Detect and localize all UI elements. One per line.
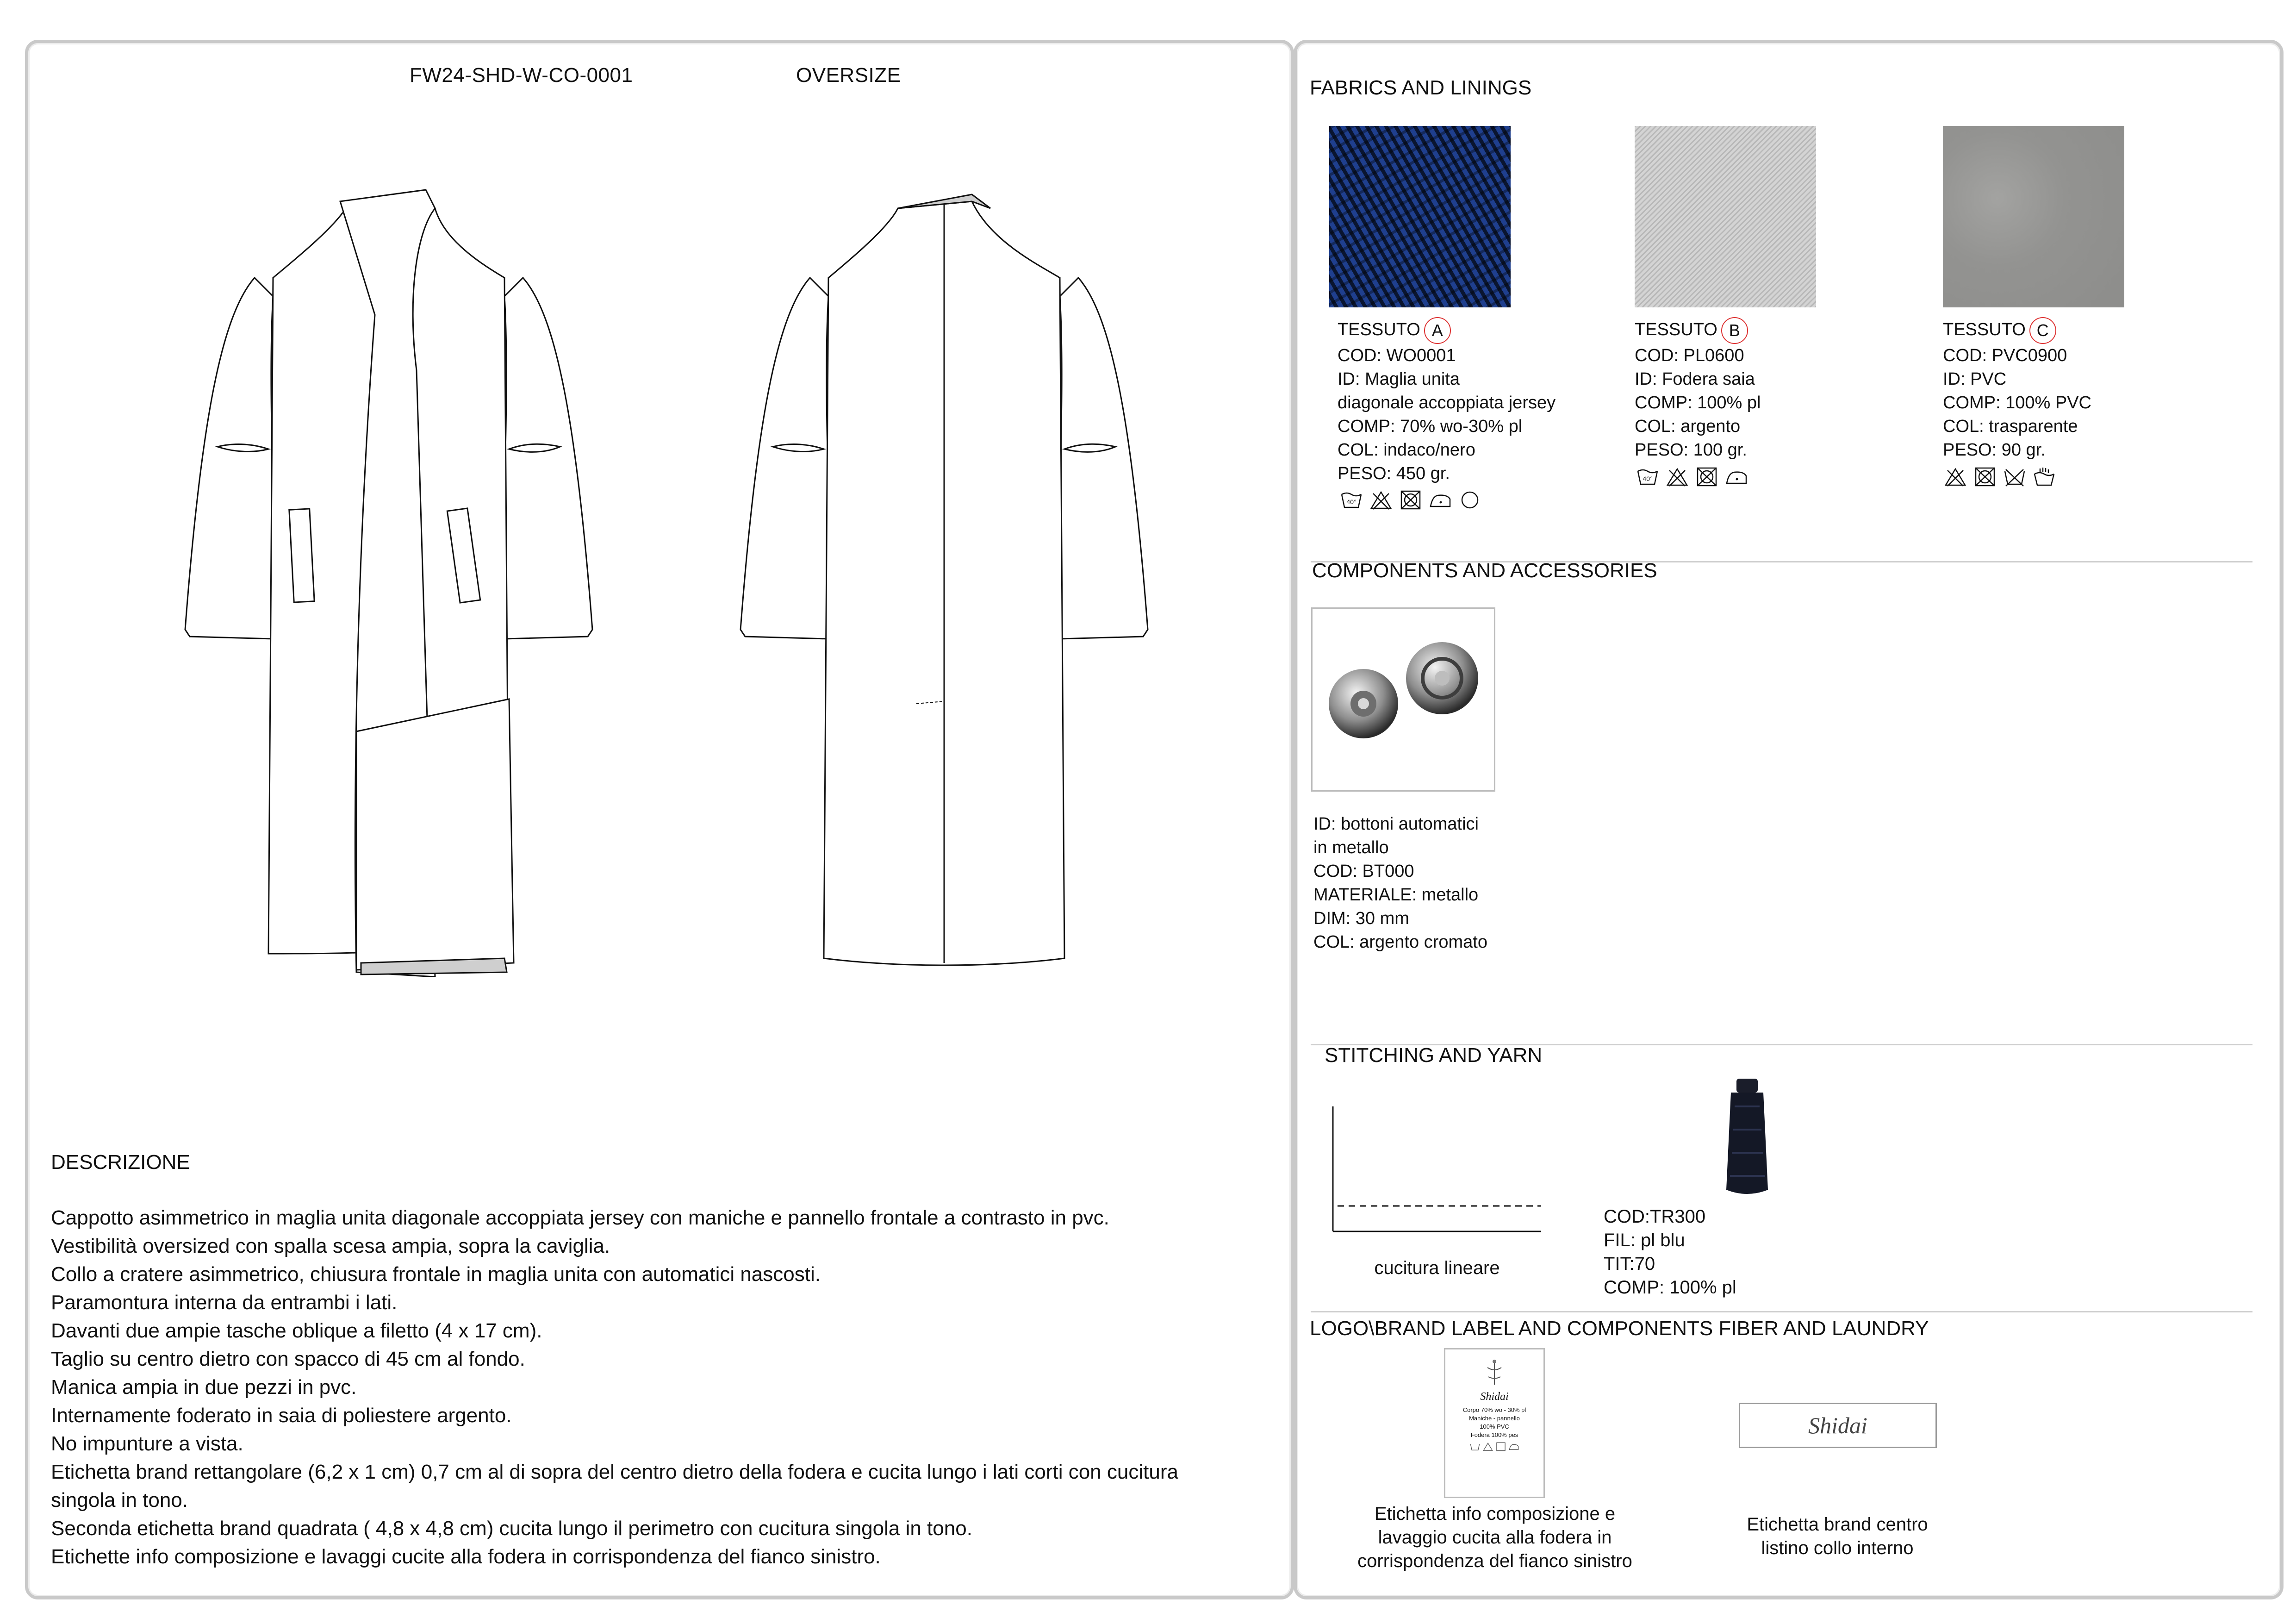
fabric-a-line: PESO: 450 gr. xyxy=(1338,464,1450,483)
description-line: Collo a cratere asimmetrico, chiusura frontale in maglia unita con automatici nascosti. xyxy=(51,1263,821,1286)
fabric-b-tessuto: TESSUTO xyxy=(1635,320,1717,340)
yarn-info xyxy=(1604,1205,1736,1299)
stitching-title: STITCHING AND YARN xyxy=(1325,1044,1543,1067)
description-body xyxy=(51,1204,1282,1571)
description-line: Manica ampia in due pezzi in pvc. xyxy=(51,1376,357,1399)
front-sketch xyxy=(157,176,620,977)
wash-40-icon xyxy=(1340,490,1363,510)
fabric-b-line: COD: PL0600 xyxy=(1635,346,1744,365)
no-tumble-dry-icon xyxy=(1495,1442,1506,1451)
fit-label: OVERSIZE xyxy=(796,64,901,87)
fabric-b-info xyxy=(1635,317,1761,462)
composition-label-line: Maniche - pannello xyxy=(1469,1415,1520,1422)
divider xyxy=(1311,1311,2252,1312)
svg-text:40°: 40° xyxy=(1643,475,1653,482)
wash-40-icon xyxy=(1636,467,1659,487)
snap-buttons-image xyxy=(1311,607,1495,792)
iron-icon xyxy=(1508,1442,1519,1451)
no-bleach-icon xyxy=(1482,1442,1493,1451)
no-tumble-dry-icon xyxy=(1973,467,1997,487)
description-line: Taglio su centro dietro con spacco di 45 cm al fondo. xyxy=(51,1348,525,1370)
fabric-c-line: COMP: 100% PVC xyxy=(1943,393,2091,412)
fabric-c-line: PESO: 90 gr. xyxy=(1943,440,2046,460)
no-wash-icon xyxy=(2003,467,2026,487)
composition-caption-line: corrispondenza del fianco sinistro xyxy=(1357,1551,1632,1571)
svg-text:40°: 40° xyxy=(1346,498,1356,506)
components-line: MATERIALE: metallo xyxy=(1313,885,1479,905)
composition-caption-line: Etichetta info composizione e xyxy=(1374,1504,1616,1524)
composition-label-brand: Shidai xyxy=(1480,1391,1509,1403)
yarn-line: FIL: pl blu xyxy=(1604,1230,1685,1250)
fabric-a-line: COD: WO0001 xyxy=(1338,346,1456,365)
fabric-b-line: ID: Fodera saia xyxy=(1635,369,1755,389)
fabric-b-swatch xyxy=(1635,126,1816,307)
yarn-spool-icon xyxy=(1712,1079,1782,1199)
yarn-line: TIT:70 xyxy=(1604,1254,1655,1274)
stitch-caption: cucitura lineare xyxy=(1374,1258,1500,1278)
fabric-c-care-icons xyxy=(1944,467,2056,487)
no-bleach-icon xyxy=(1944,467,1967,487)
description-line: singola in tono. xyxy=(51,1489,188,1512)
fabric-c-swatch xyxy=(1943,126,2124,307)
components-line: COL: argento cromato xyxy=(1313,932,1487,952)
components-line: in metallo xyxy=(1313,838,1389,857)
iron-low-icon xyxy=(1429,490,1452,510)
description-line: Vestibilità oversized con spalla scesa ampia, sopra la caviglia. xyxy=(51,1235,610,1257)
fabric-a-swatch xyxy=(1329,126,1511,307)
composition-label-line: 100% PVC xyxy=(1480,1423,1509,1430)
fabric-a-care-icons xyxy=(1340,490,1481,510)
brand-logo-icon xyxy=(1478,1356,1511,1388)
fabric-a-info xyxy=(1338,317,1556,486)
stitch-diagram xyxy=(1328,1106,1546,1236)
fabric-a-line: diagonale accoppiata jersey xyxy=(1338,393,1556,412)
components-info xyxy=(1313,812,1487,954)
iron-low-icon xyxy=(1725,467,1748,487)
fabric-c-line: COD: PVC0900 xyxy=(1943,346,2067,365)
back-sketch xyxy=(713,176,1176,977)
description-title: DESCRIZIONE xyxy=(51,1151,190,1174)
fabric-c-letter: C xyxy=(2029,317,2056,344)
fabric-c-tessuto: TESSUTO xyxy=(1943,320,2026,340)
composition-label-care-icons xyxy=(1445,1442,1543,1451)
yarn-line: COMP: 100% pl xyxy=(1604,1277,1736,1298)
description-line: Internamente foderato in saia di poliestere argento. xyxy=(51,1404,512,1427)
description-line: Paramontura interna da entrambi i lati. xyxy=(51,1291,398,1314)
brand-caption-line: Etichetta brand centro xyxy=(1747,1514,1928,1535)
description-line: Etichetta brand rettangolare (6,2 x 1 cm) 0,7 cm al di sopra del centro dietro della fodera e cucita lungo i lati corti con cucitura xyxy=(51,1461,1178,1483)
brand-caption-line: listino collo interno xyxy=(1761,1538,1914,1558)
composition-caption-line: lavaggio cucita alla fodera in xyxy=(1378,1527,1612,1548)
fabric-a-line: ID: Maglia unita xyxy=(1338,369,1460,389)
no-bleach-icon xyxy=(1369,490,1393,510)
composition-label-lines xyxy=(1445,1406,1543,1439)
fabric-c-line: ID: PVC xyxy=(1943,369,2007,389)
fabric-a-line: COMP: 70% wo-30% pl xyxy=(1338,417,1523,436)
composition-label-line: Fodera 100% pes xyxy=(1470,1431,1518,1438)
description-line: Seconda etichetta brand quadrata ( 4,8 x 4,8 cm) cucita lungo il perimetro con cucitura singola in tono. xyxy=(51,1517,972,1540)
wash-icon xyxy=(1469,1442,1481,1451)
style-code: FW24-SHD-W-CO-0001 xyxy=(410,64,633,87)
labels-title: LOGO\BRAND LABEL AND COMPONENTS FIBER AND LAUNDRY xyxy=(1310,1317,1929,1340)
fabric-b-letter: B xyxy=(1721,317,1748,344)
composition-caption xyxy=(1342,1502,1648,1573)
fabrics-title: FABRICS AND LININGS xyxy=(1310,76,1532,99)
components-title: COMPONENTS AND ACCESSORIES xyxy=(1312,559,1657,582)
description-line: No impunture a vista. xyxy=(51,1432,243,1455)
hand-wash-icon xyxy=(2033,467,2056,487)
composition-label-line: Corpo 70% wo - 30% pl xyxy=(1462,1406,1526,1413)
fabric-c-info xyxy=(1943,317,2091,462)
brand-caption xyxy=(1712,1513,1962,1560)
description-line: Cappotto asimmetrico in maglia unita diagonale accoppiata jersey con maniche e pannello frontale a contrasto in pvc. xyxy=(51,1206,1109,1229)
fabric-b-line: PESO: 100 gr. xyxy=(1635,440,1747,460)
fabric-b-care-icons xyxy=(1636,467,1748,487)
fabric-b-line: COMP: 100% pl xyxy=(1635,393,1761,412)
components-line: DIM: 30 mm xyxy=(1313,909,1409,928)
snap-button-icon xyxy=(1313,609,1494,790)
no-tumble-dry-icon xyxy=(1695,467,1718,487)
no-bleach-icon xyxy=(1666,467,1689,487)
fabric-a-line: COL: indaco/nero xyxy=(1338,440,1475,460)
components-line: COD: BT000 xyxy=(1313,862,1414,881)
fabric-c-line: COL: trasparente xyxy=(1943,417,2078,436)
dry-clean-icon xyxy=(1458,490,1481,510)
description-line: Etichette info composizione e lavaggi cucite alla fodera in corrispondenza del fianco sinistro. xyxy=(51,1545,881,1568)
description-line: Davanti due ampie tasche oblique a filetto (4 x 17 cm). xyxy=(51,1319,542,1342)
brand-label: Shidai xyxy=(1739,1403,1937,1448)
fabric-b-line: COL: argento xyxy=(1635,417,1741,436)
composition-label xyxy=(1444,1348,1545,1498)
components-line: ID: bottoni automatici xyxy=(1313,814,1479,834)
no-tumble-dry-icon xyxy=(1399,490,1422,510)
fabric-a-tessuto: TESSUTO xyxy=(1338,320,1420,340)
yarn-line: COD:TR300 xyxy=(1604,1206,1706,1227)
fabric-a-letter: A xyxy=(1424,317,1451,344)
